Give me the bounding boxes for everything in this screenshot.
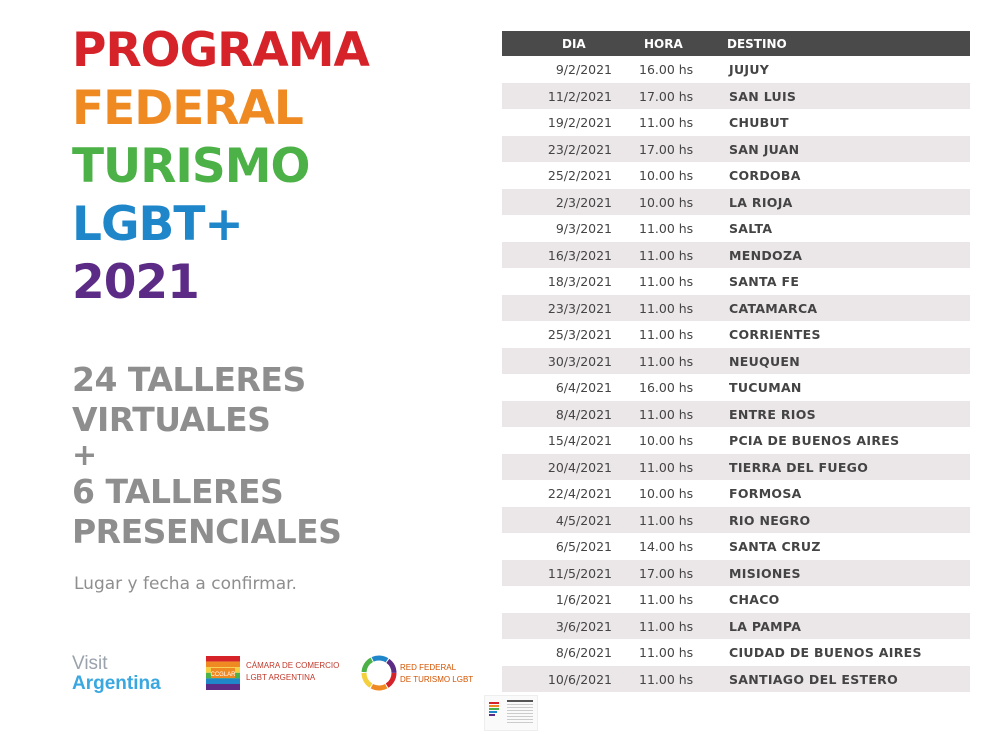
camara-badge-text: CCGLAR [210,672,236,678]
cell-hora: 11.00 hs [639,592,694,607]
cell-destino: FORMOSA [729,486,802,501]
cell-destino: NEUQUEN [729,353,801,369]
cell-destino: SANTIAGO DEL ESTERO [729,671,899,687]
cell-hora: 11.00 hs [639,618,694,634]
table-row [502,295,970,322]
cell-dia: 19/2/2021 [547,115,612,130]
header-hora: HORA [644,37,683,51]
cell-hora: 11.00 hs [639,327,694,342]
cell-dia: 9/2/2021 [555,62,612,77]
camara-rainbow-icon [206,656,240,690]
title-line-2: FEDERAL [72,81,303,136]
table-row [502,666,970,693]
table-row [502,189,970,216]
title-line-4: LGBT+ [72,197,243,252]
table-row [502,348,970,375]
cell-hora: 11.00 hs [639,353,694,369]
table-row [502,242,970,269]
cell-dia: 3/6/2021 [555,618,612,634]
cell-destino: CATAMARCA [729,300,818,316]
camara-comercio-logo [206,656,340,694]
cell-hora: 14.00 hs [639,539,694,554]
cell-destino: ENTRE RIOS [729,406,816,422]
table-row [502,56,970,83]
table-body [502,56,970,692]
sponsor-logos [72,652,492,698]
table-row [502,321,970,348]
thumbnail-preview [484,695,538,731]
table-row [502,109,970,136]
cell-dia: 30/3/2021 [547,353,612,369]
cell-hora: 11.00 hs [639,274,694,289]
visit-logo-line-2: Argentina [72,673,161,694]
cell-destino: SAN JUAN [729,141,800,157]
cell-dia: 25/3/2021 [547,327,612,342]
table-row [502,507,970,534]
cell-hora: 11.00 hs [639,645,694,660]
visit-logo-line-1: Visit [72,653,108,674]
cell-dia: 8/6/2021 [555,645,612,660]
cell-dia: 2/3/2021 [555,194,612,210]
cell-dia: 4/5/2021 [555,512,612,528]
table-row [502,560,970,587]
cell-destino: LA PAMPA [729,618,802,634]
location-note: Lugar y fecha a confirmar. [74,574,297,594]
rainbow-ring-icon [360,654,398,692]
cell-dia: 23/3/2021 [547,300,612,316]
cell-hora: 17.00 hs [639,141,694,157]
cell-hora: 11.00 hs [639,115,694,130]
cell-destino: SANTA FE [729,274,800,289]
cell-destino: MISIONES [729,565,801,581]
cell-destino: PCIA DE BUENOS AIRES [729,433,900,448]
workshops-plus: + [72,438,97,473]
cell-hora: 10.00 hs [639,194,694,210]
table-row [502,533,970,560]
camara-line-2: LGBT ARGENTINA [246,673,316,682]
camara-line-1: CÁMARA DE COMERCIO [246,661,340,670]
cell-hora: 10.00 hs [639,486,694,501]
cell-hora: 17.00 hs [639,565,694,581]
cell-dia: 1/6/2021 [555,592,612,607]
cell-dia: 10/6/2021 [547,671,612,687]
cell-hora: 16.00 hs [639,62,694,77]
title-line-5: 2021 [72,255,199,310]
cell-dia: 15/4/2021 [547,433,612,448]
cell-hora: 11.00 hs [639,247,694,263]
cell-dia: 6/5/2021 [555,539,612,554]
table-row [502,162,970,189]
red-federal-logo [360,654,490,694]
cell-dia: 23/2/2021 [547,141,612,157]
cell-hora: 11.00 hs [639,459,694,475]
cell-destino: SANTA CRUZ [729,539,821,554]
table-row [502,480,970,507]
cell-hora: 11.00 hs [639,671,694,687]
cell-dia: 18/3/2021 [547,274,612,289]
cell-destino: CORDOBA [729,168,801,183]
cell-hora: 10.00 hs [639,433,694,448]
cell-destino: CHUBUT [729,115,789,130]
cell-dia: 6/4/2021 [555,380,612,395]
cell-destino: CORRIENTES [729,327,821,342]
workshops-line-2: VIRTUALES [72,400,271,439]
cell-destino: RIO NEGRO [729,512,811,528]
cell-destino: SALTA [729,221,773,236]
table-row [502,613,970,640]
table-row [502,268,970,295]
cell-destino: LA RIOJA [729,194,793,210]
cell-dia: 22/4/2021 [547,486,612,501]
red-federal-line-2: DE TURISMO LGBT [400,675,474,684]
cell-destino: TIERRA DEL FUEGO [729,459,869,475]
cell-destino: MENDOZA [729,247,803,263]
cell-dia: 20/4/2021 [547,459,612,475]
cell-hora: 17.00 hs [639,88,694,104]
cell-destino: TUCUMAN [729,380,802,395]
table-row [502,427,970,454]
workshops-line-1: 24 TALLERES [72,360,306,399]
table-row [502,215,970,242]
workshops-summary [72,360,472,552]
workshops-line-4: PRESENCIALES [72,512,342,551]
cell-hora: 16.00 hs [639,380,694,395]
table-row [502,454,970,481]
cell-dia: 16/3/2021 [547,247,612,263]
cell-destino: CIUDAD DE BUENOS AIRES [729,645,922,660]
table-row [502,83,970,110]
cell-destino: JUJUY [729,62,770,77]
cell-hora: 10.00 hs [639,168,694,183]
red-federal-line-1: RED FEDERAL [400,663,457,672]
workshops-line-3: 6 TALLERES [72,472,284,511]
table-row [502,586,970,613]
table-row [502,374,970,401]
table-row [502,136,970,163]
cell-destino: CHACO [729,592,780,607]
cell-dia: 8/4/2021 [555,406,612,422]
cell-dia: 25/2/2021 [547,168,612,183]
schedule-table [502,31,970,692]
header-destino: DESTINO [727,37,787,51]
table-row [502,639,970,666]
table-row [502,401,970,428]
table-header [502,31,970,56]
cell-destino: SAN LUIS [729,88,797,104]
cell-dia: 11/5/2021 [547,565,612,581]
cell-dia: 9/3/2021 [555,221,612,236]
program-title [72,22,482,312]
cell-hora: 11.00 hs [639,300,694,316]
cell-hora: 11.00 hs [639,221,694,236]
title-line-3: TURISMO [72,139,310,194]
cell-dia: 11/2/2021 [547,88,612,104]
cell-hora: 11.00 hs [639,406,694,422]
visit-argentina-logo [72,654,161,694]
cell-hora: 11.00 hs [639,512,694,528]
title-line-1: PROGRAMA [72,23,369,78]
header-dia: DIA [562,37,586,51]
